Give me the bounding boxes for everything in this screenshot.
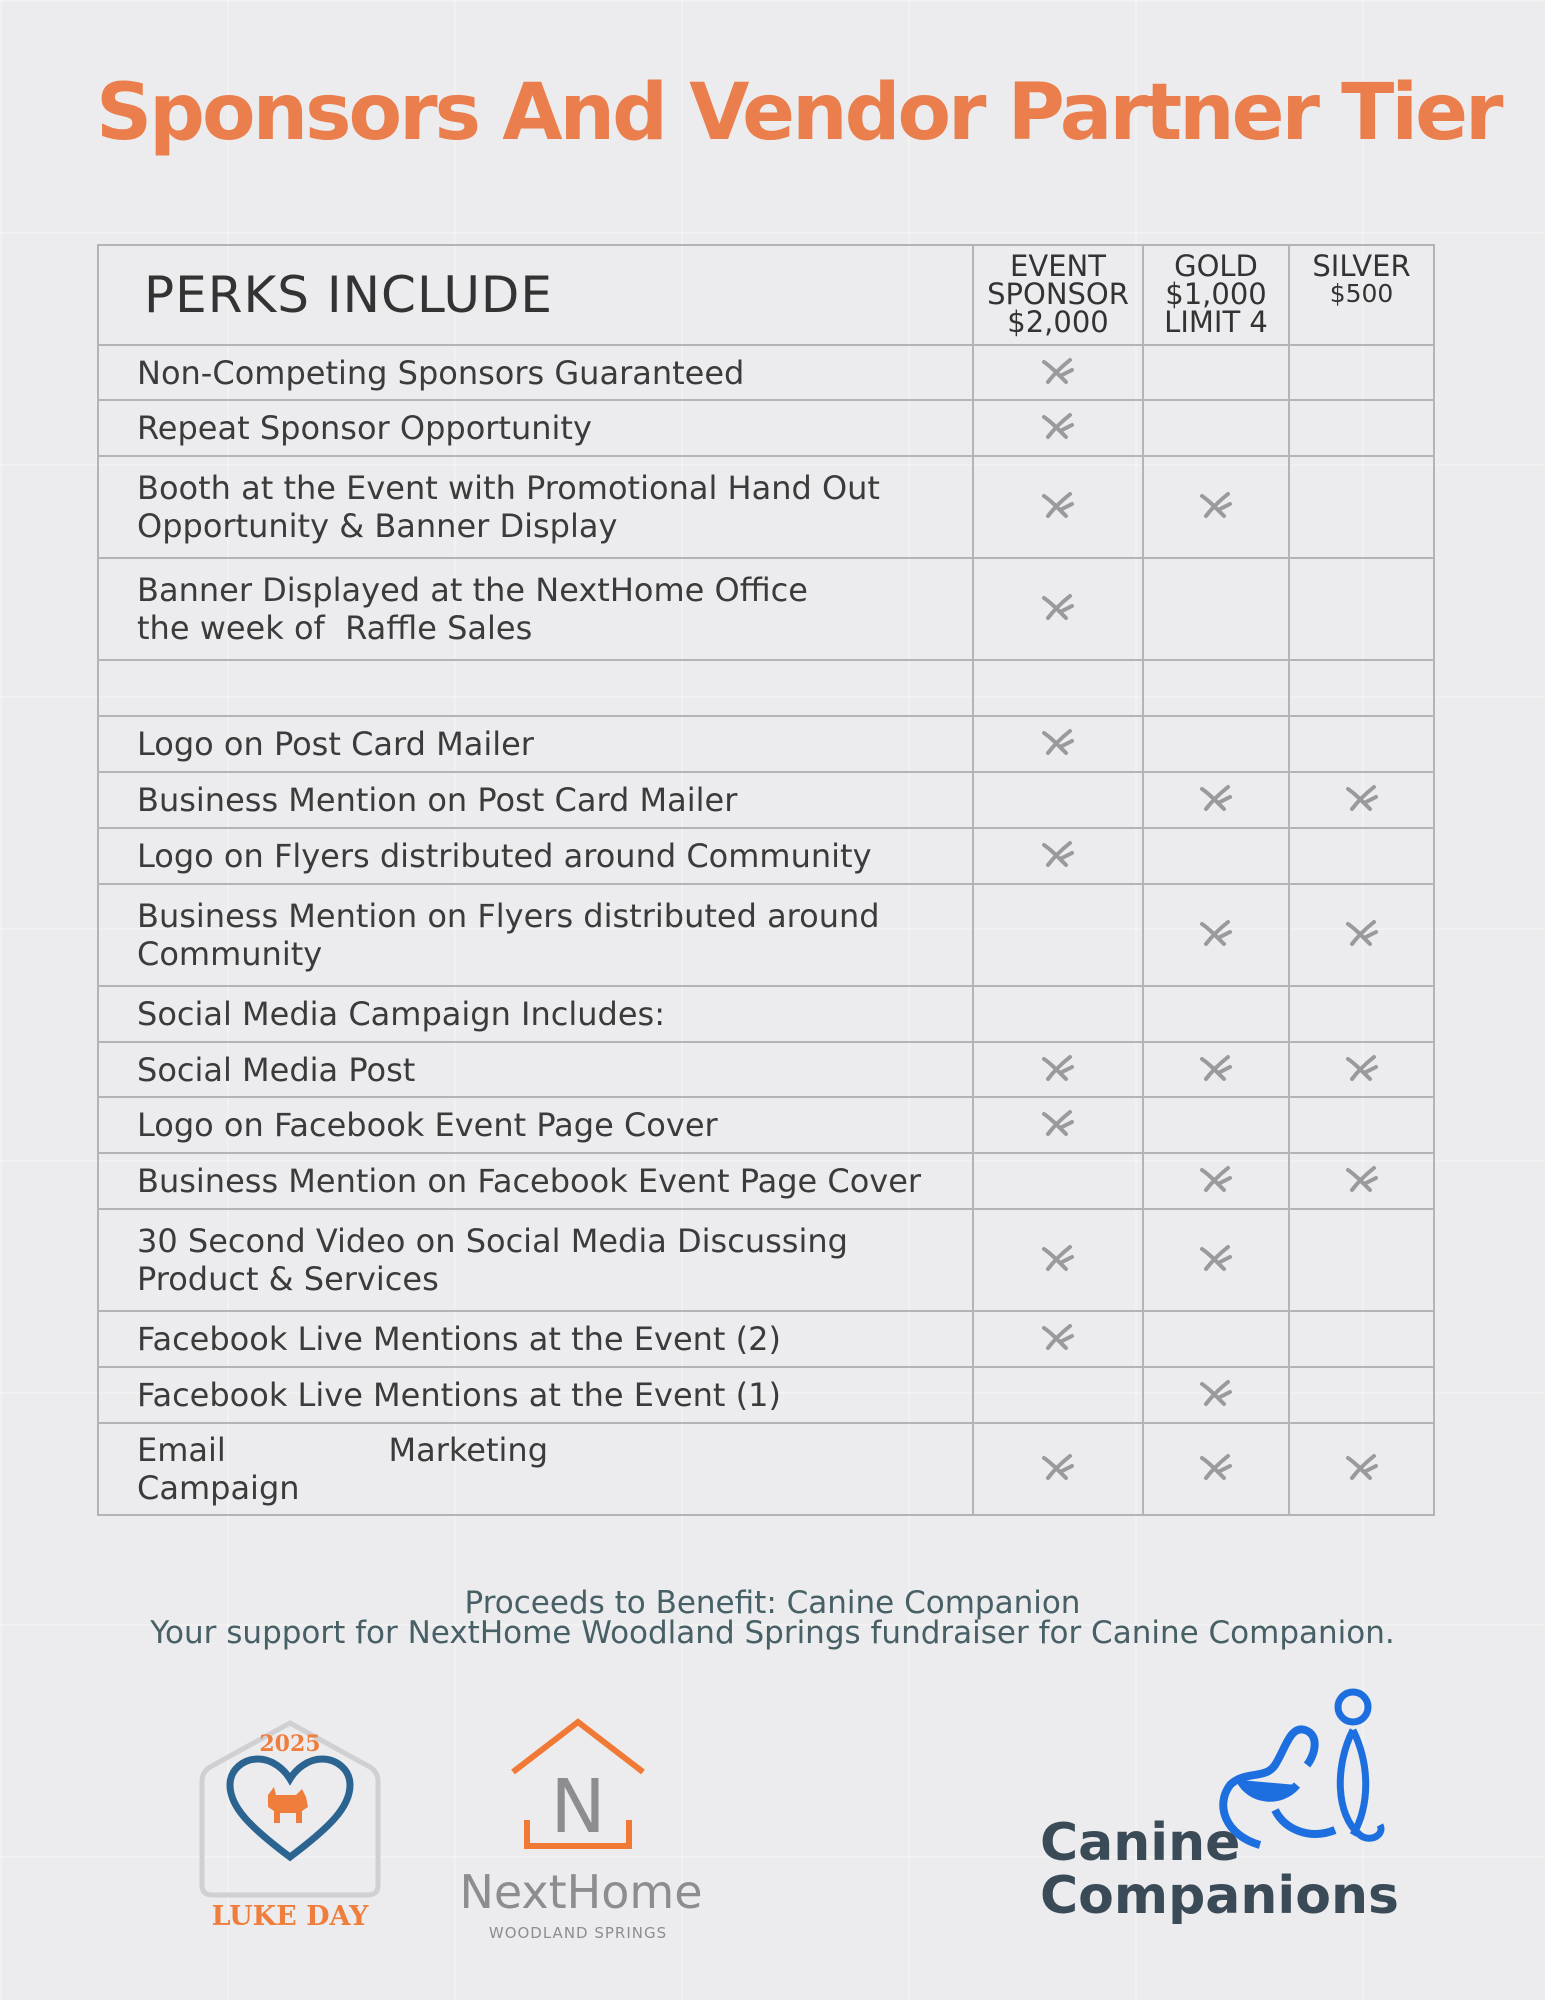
- mark-cell-event: [973, 1153, 1143, 1209]
- mark-cell-gold: [1143, 558, 1289, 660]
- check-mark-icon: [1198, 1467, 1234, 1486]
- perk-line: Business Mention on Facebook Event Page Cover: [137, 1162, 922, 1200]
- check-mark-icon: [1040, 1123, 1076, 1142]
- header-tier-line: $1,000: [1165, 277, 1267, 311]
- check-mark-icon: [1040, 1467, 1076, 1486]
- perk-line: Facebook Live Mentions at the Event (2): [137, 1320, 781, 1358]
- check-mark-icon: [1040, 854, 1076, 873]
- mark-cell-event: [973, 456, 1143, 558]
- mark-cell-silver: [1289, 1311, 1434, 1367]
- mark-cell-silver: [1289, 1209, 1434, 1311]
- table-row: [98, 772, 1434, 828]
- perk-line: the week of Raffle Sales: [137, 609, 533, 647]
- mark-cell-silver: [1289, 456, 1434, 558]
- mark-cell-event: [973, 1367, 1143, 1423]
- perk-cell: [98, 660, 973, 716]
- footer-benefit-line: Proceeds to Benefit: Canine Companion: [464, 1585, 1081, 1621]
- mark-cell-event: [973, 558, 1143, 660]
- mark-cell-silver: [1289, 400, 1434, 456]
- nexthome-logo: [455, 1712, 715, 1952]
- mark-cell-event: [973, 400, 1143, 456]
- header-tier-line: LIMIT 4: [1164, 305, 1268, 339]
- perk-cell: [98, 558, 973, 660]
- perk-cell: [98, 1153, 973, 1209]
- mark-cell-gold: [1143, 400, 1289, 456]
- perk-line: Community: [137, 935, 323, 973]
- mark-cell-silver: [1289, 1367, 1434, 1423]
- table-row: [98, 828, 1434, 884]
- mark-cell-gold: [1143, 986, 1289, 1042]
- mark-cell-gold: [1143, 716, 1289, 772]
- perk-cell: [98, 1042, 973, 1097]
- mark-cell-gold: [1143, 1367, 1289, 1423]
- perk-line: Booth at the Event with Promotional Hand Out: [137, 469, 880, 507]
- header-tier-line: SILVER: [1312, 249, 1411, 283]
- check-mark-icon: [1344, 798, 1380, 817]
- check-mark-icon: [1198, 933, 1234, 952]
- check-mark-icon: [1198, 1393, 1234, 1412]
- perk-cell: [98, 884, 973, 986]
- perk-line: Campaign: [137, 1469, 300, 1507]
- table-row: [98, 1311, 1434, 1367]
- mark-cell-silver: [1289, 986, 1434, 1042]
- perk-line: Business Mention on Flyers distributed around: [137, 897, 880, 935]
- table-row: [98, 1097, 1434, 1153]
- table-row: [98, 345, 1434, 400]
- mark-cell-gold: [1143, 1097, 1289, 1153]
- mark-cell-silver: [1289, 1042, 1434, 1097]
- table-row: [98, 986, 1434, 1042]
- mark-cell-gold: [1143, 1153, 1289, 1209]
- nexthome-letter: N: [550, 1764, 606, 1850]
- mark-cell-gold: [1143, 1423, 1289, 1515]
- table-row: [98, 884, 1434, 986]
- table-header-row: [98, 245, 1434, 345]
- check-mark-icon: [1198, 798, 1234, 817]
- mark-cell-event: [973, 884, 1143, 986]
- mark-cell-silver: [1289, 558, 1434, 660]
- check-mark-icon: [1040, 371, 1076, 390]
- canine-line1: Canine: [1040, 1813, 1241, 1873]
- table-row: [98, 1367, 1434, 1423]
- check-mark-icon: [1198, 1068, 1234, 1087]
- mark-cell-gold: [1143, 345, 1289, 400]
- perk-line: 30 Second Video on Social Media Discussing: [137, 1222, 848, 1260]
- table-row: [98, 1209, 1434, 1311]
- mark-cell-gold: [1143, 1042, 1289, 1097]
- perk-line: Logo on Facebook Event Page Cover: [137, 1106, 718, 1144]
- mark-cell-gold: [1143, 660, 1289, 716]
- luke-day-emblem-icon: [190, 1715, 390, 1935]
- mark-cell-silver: [1289, 1153, 1434, 1209]
- luke-year: 2025: [259, 1731, 321, 1757]
- mark-cell-event: [973, 660, 1143, 716]
- check-mark-icon: [1344, 933, 1380, 952]
- table-row: [98, 1042, 1434, 1097]
- perk-cell: [98, 1097, 973, 1153]
- check-mark-icon: [1344, 1068, 1380, 1087]
- header-tier-silver: [1289, 245, 1434, 345]
- perk-line: Banner Displayed at the NextHome Office: [137, 571, 808, 609]
- mark-cell-silver: [1289, 345, 1434, 400]
- check-mark-icon: [1344, 1179, 1380, 1198]
- canine-companions-logo: [1035, 1685, 1405, 1940]
- perk-line: Social Media Campaign Includes:: [137, 995, 665, 1033]
- table-row: [98, 716, 1434, 772]
- header-tier-line: $2,000: [1007, 305, 1109, 339]
- perk-cell: [98, 716, 973, 772]
- perk-line: Product & Services: [137, 1260, 439, 1298]
- perk-line: Opportunity & Banner Display: [137, 507, 618, 545]
- table-row: [98, 1423, 1434, 1515]
- perk-cell: [98, 1367, 973, 1423]
- check-mark-icon: [1040, 1337, 1076, 1356]
- check-mark-icon: [1040, 426, 1076, 445]
- nexthome-house-icon: [455, 1712, 715, 1952]
- check-mark-icon: [1040, 1068, 1076, 1087]
- mark-cell-gold: [1143, 1311, 1289, 1367]
- mark-cell-event: [973, 1097, 1143, 1153]
- mark-cell-event: [973, 1311, 1143, 1367]
- header-perks: PERKS INCLUDE: [98, 245, 973, 345]
- perk-cell: [98, 986, 973, 1042]
- header-tier-gold: [1143, 245, 1289, 345]
- mark-cell-silver: [1289, 1423, 1434, 1515]
- nexthome-sub: WOODLAND SPRINGS: [488, 1924, 668, 1942]
- header-tier-event: [973, 245, 1143, 345]
- header-tier-line: $500: [1329, 279, 1394, 308]
- perk-cell: [98, 456, 973, 558]
- check-mark-icon: [1040, 505, 1076, 524]
- perk-cell: [98, 772, 973, 828]
- check-mark-icon: [1198, 1179, 1234, 1198]
- perk-line: Social Media Post: [137, 1050, 416, 1089]
- table-row: [98, 456, 1434, 558]
- mark-cell-silver: [1289, 828, 1434, 884]
- mark-cell-silver: [1289, 1097, 1434, 1153]
- mark-cell-event: [973, 1042, 1143, 1097]
- perk-cell: [98, 400, 973, 456]
- mark-cell-silver: [1289, 660, 1434, 716]
- perk-line: Repeat Sponsor Opportunity: [137, 409, 592, 447]
- footer-note: [0, 1585, 1545, 1651]
- mark-cell-gold: [1143, 884, 1289, 986]
- perk-line: Business Mention on Post Card Mailer: [137, 781, 738, 819]
- perk-cell: [98, 1209, 973, 1311]
- check-mark-icon: [1040, 607, 1076, 626]
- mark-cell-gold: [1143, 828, 1289, 884]
- perk-line: Non-Competing Sponsors Guaranteed: [137, 353, 745, 392]
- check-mark-icon: [1198, 1258, 1234, 1277]
- mark-cell-silver: [1289, 772, 1434, 828]
- mark-cell-silver: [1289, 716, 1434, 772]
- mark-cell-gold: [1143, 772, 1289, 828]
- perk-line: Logo on Flyers distributed around Community: [137, 837, 872, 875]
- perk-line: Facebook Live Mentions at the Event (1): [137, 1376, 781, 1414]
- perk-cell: [98, 345, 973, 400]
- check-mark-icon: [1198, 505, 1234, 524]
- perks-body: [98, 345, 1434, 1515]
- canine-line2: Companions: [1040, 1866, 1399, 1926]
- perk-cell: [98, 1311, 973, 1367]
- perk-cell: [98, 1423, 973, 1515]
- luke-day-logo: [190, 1715, 390, 1935]
- nexthome-name: NextHome: [459, 1865, 703, 1919]
- mark-cell-gold: [1143, 1209, 1289, 1311]
- table-row: [98, 660, 1434, 716]
- table-row: [98, 558, 1434, 660]
- mark-cell-event: [973, 345, 1143, 400]
- mark-cell-event: [973, 772, 1143, 828]
- mark-cell-event: [973, 986, 1143, 1042]
- perk-cell: [98, 828, 973, 884]
- mark-cell-event: [973, 1209, 1143, 1311]
- mark-cell-event: [973, 828, 1143, 884]
- table-row: [98, 1153, 1434, 1209]
- mark-cell-event: [973, 716, 1143, 772]
- check-mark-icon: [1040, 742, 1076, 761]
- luke-name: LUKE DAY: [211, 1901, 369, 1932]
- page-title: Sponsors And Vendor Partner Tier: [96, 68, 1501, 158]
- mark-cell-event: [973, 1423, 1143, 1515]
- perk-line: Email Marketing: [137, 1431, 549, 1469]
- mark-cell-gold: [1143, 456, 1289, 558]
- check-mark-icon: [1344, 1467, 1380, 1486]
- header-tier-line: EVENT: [1010, 249, 1106, 283]
- table-row: [98, 400, 1434, 456]
- header-tier-line: SPONSOR: [987, 277, 1129, 311]
- check-mark-icon: [1040, 1258, 1076, 1277]
- perk-line: Logo on Post Card Mailer: [137, 725, 534, 763]
- perks-table: [97, 244, 1435, 1516]
- mark-cell-silver: [1289, 884, 1434, 986]
- header-tier-line: GOLD: [1174, 249, 1258, 283]
- canine-companions-icon: [1035, 1685, 1405, 1940]
- footer-support-line: Your support for NextHome Woodland Springs fundraiser for Canine Companion.: [150, 1615, 1395, 1651]
